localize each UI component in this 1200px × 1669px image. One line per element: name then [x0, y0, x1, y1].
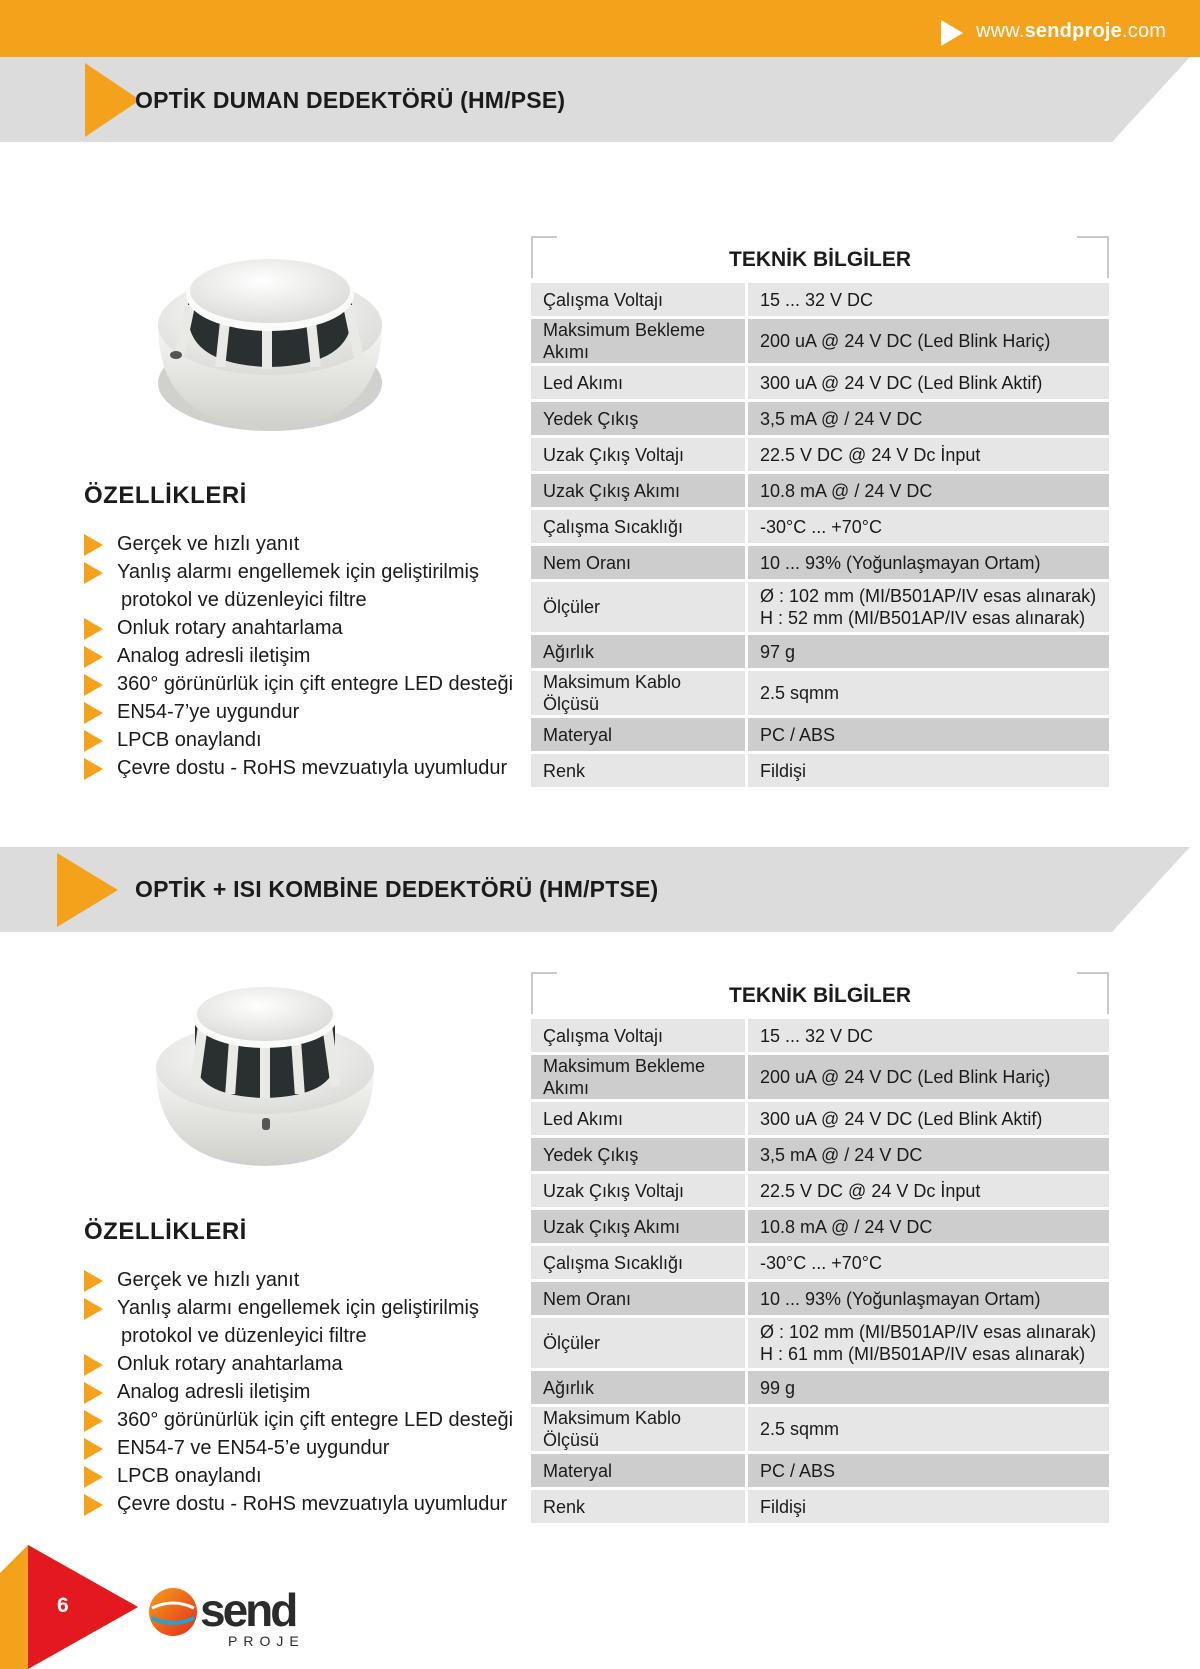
list-item: LPCB onaylandı: [84, 1462, 514, 1490]
bullet-triangle-icon: [84, 646, 103, 668]
list-item: 360° görünürlük için çift entegre LED desteği: [84, 670, 514, 698]
bullet-triangle-icon: [84, 1382, 103, 1404]
table-row: Ağırlık 97 g: [531, 635, 1109, 668]
bullet-triangle-icon: [84, 618, 103, 640]
spec-title-frame: [531, 972, 1109, 1014]
table-row: Nem Oranı 10 ... 93% (Yoğunlaşmayan Ortam): [531, 1282, 1109, 1315]
bullet-triangle-icon: [84, 1270, 103, 1292]
table-row: Uzak Çıkış Akımı 10.8 mA @ / 24 V DC: [531, 1210, 1109, 1243]
table-row: Çalışma Sıcaklığı -30°C ... +70°C: [531, 1246, 1109, 1279]
bullet-triangle-icon: [84, 1298, 103, 1320]
spec-table-2: [531, 972, 1109, 1526]
bullet-triangle-icon: [84, 534, 103, 556]
globe-icon: [149, 1588, 197, 1636]
bullet-triangle-icon: [84, 758, 103, 780]
table-row: Led Akımı 300 uA @ 24 V DC (Led Blink Aktif): [531, 1102, 1109, 1135]
table-row: Maksimum Bekleme Akımı 200 uA @ 24 V DC (Led Blink Hariç): [531, 1055, 1109, 1099]
page-footer: [0, 1545, 140, 1669]
page-number: 6: [57, 1594, 69, 1617]
website-link[interactable]: www.sendproje.com: [976, 20, 1167, 42]
table-row: Ölçüler Ø : 102 mm (MI/B501AP/IV esas alınarak) H : 61 mm (MI/B501AP/IV esas alınarak): [531, 1318, 1109, 1368]
smoke-detector-image: [150, 245, 390, 440]
svg-text:PROJE: PROJE: [228, 1633, 305, 1649]
list-item: Analog adresli iletişim: [84, 1378, 514, 1406]
section-title-1: OPTİK DUMAN DEDEKTÖRÜ (HM/PSE): [135, 87, 566, 113]
table-row: Çalışma Sıcaklığı -30°C ... +70°C: [531, 510, 1109, 543]
list-item: Analog adresli iletişim: [84, 642, 514, 670]
bullet-triangle-icon: [84, 1466, 103, 1488]
bullet-triangle-icon: [84, 562, 103, 584]
table-row: Ölçüler Ø : 102 mm (MI/B501AP/IV esas alınarak) H : 52 mm (MI/B501AP/IV esas alınarak): [531, 582, 1109, 632]
spec-title-1: TEKNİK BİLGİLER: [729, 248, 911, 271]
spec-title-2: TEKNİK BİLGİLER: [729, 984, 911, 1007]
bullet-triangle-icon: [84, 674, 103, 696]
spec-title-frame: [531, 236, 1109, 278]
table-row: Yedek Çıkış 3,5 mA @ / 24 V DC: [531, 402, 1109, 435]
list-item: Gerçek ve hızlı yanıt: [84, 1266, 514, 1294]
section-header-1: [0, 57, 1200, 142]
features-title-2: ÖZELLİKLERİ: [84, 1218, 247, 1245]
svg-text:send: send: [200, 1584, 296, 1636]
table-row: Çalışma Voltajı 15 ... 32 V DC: [531, 1019, 1109, 1052]
table-row: Renk Fildişi: [531, 1490, 1109, 1523]
bullet-triangle-icon: [84, 1438, 103, 1460]
list-item: Çevre dostu - RoHS mevzuatıyla uyumludur: [84, 754, 514, 782]
list-item: LPCB onaylandı: [84, 726, 514, 754]
list-item: Gerçek ve hızlı yanıt: [84, 530, 514, 558]
table-row: Maksimum Kablo Ölçüsü 2.5 sqmm: [531, 671, 1109, 715]
table-row: Maksimum Bekleme Akımı 200 uA @ 24 V DC (Led Blink Hariç): [531, 319, 1109, 363]
section-title-2: OPTİK + ISI KOMBİNE DEDEKTÖRÜ (HM/PTSE): [135, 876, 659, 902]
features-list-2: [84, 1218, 514, 1518]
table-row: Materyal PC / ABS: [531, 1454, 1109, 1487]
list-item: EN54-7’ye uygundur: [84, 698, 514, 726]
bullet-triangle-icon: [84, 1494, 103, 1516]
table-row: Renk Fildişi: [531, 754, 1109, 787]
table-row: Uzak Çıkış Voltajı 22.5 V DC @ 24 V Dc İnput: [531, 438, 1109, 471]
section-header-2: [0, 847, 1200, 932]
table-row: Maksimum Kablo Ölçüsü 2.5 sqmm: [531, 1407, 1109, 1451]
list-item: Onluk rotary anahtarlama: [84, 1350, 514, 1378]
table-row: Yedek Çıkış 3,5 mA @ / 24 V DC: [531, 1138, 1109, 1171]
features-list-1: [84, 482, 514, 782]
bullet-triangle-icon: [84, 1354, 103, 1376]
table-row: Ağırlık 99 g: [531, 1371, 1109, 1404]
page-corner-shape: [0, 1545, 140, 1669]
list-item: Yanlış alarmı engellemek için geliştirilmiş protokol ve düzenleyici filtre: [84, 558, 514, 614]
bullet-triangle-icon: [84, 730, 103, 752]
bullet-triangle-icon: [84, 1410, 103, 1432]
spec-table-1: [531, 236, 1109, 790]
table-row: Nem Oranı 10 ... 93% (Yoğunlaşmayan Ortam): [531, 546, 1109, 579]
table-row: Uzak Çıkış Voltajı 22.5 V DC @ 24 V Dc İnput: [531, 1174, 1109, 1207]
table-row: Çalışma Voltajı 15 ... 32 V DC: [531, 283, 1109, 316]
table-row: Materyal PC / ABS: [531, 718, 1109, 751]
list-item: Onluk rotary anahtarlama: [84, 614, 514, 642]
bullet-triangle-icon: [84, 702, 103, 724]
table-row: Uzak Çıkış Akımı 10.8 mA @ / 24 V DC: [531, 474, 1109, 507]
list-item: 360° görünürlük için çift entegre LED desteği: [84, 1406, 514, 1434]
arrow-right-icon: [941, 20, 963, 46]
list-item: Çevre dostu - RoHS mevzuatıyla uyumludur: [84, 1490, 514, 1518]
send-proje-logo: [148, 1582, 318, 1655]
combined-detector-image: [150, 968, 380, 1173]
top-bar: [0, 0, 1200, 57]
list-item: Yanlış alarmı engellemek için geliştirilmiş protokol ve düzenleyici filtre: [84, 1294, 514, 1350]
features-title-1: ÖZELLİKLERİ: [84, 482, 247, 509]
list-item: EN54-7 ve EN54-5’e uygundur: [84, 1434, 514, 1462]
table-row: Led Akımı 300 uA @ 24 V DC (Led Blink Aktif): [531, 366, 1109, 399]
